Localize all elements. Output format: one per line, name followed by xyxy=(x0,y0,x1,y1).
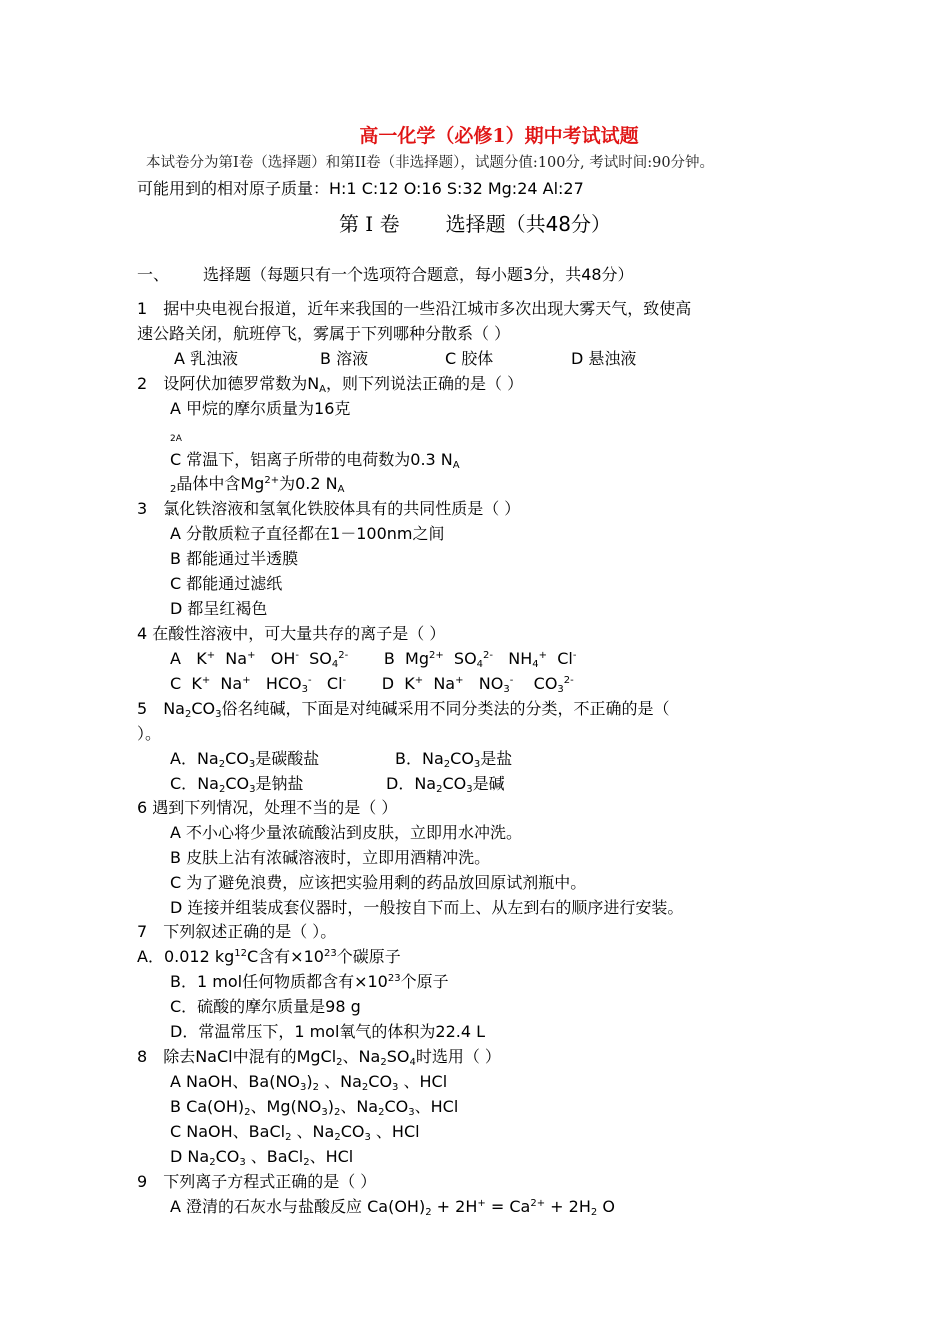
section-instruction-text: 选择题（每题只有一个选项符合题意，每小题3分，共48分） xyxy=(203,265,634,284)
equation-part: + 2H xyxy=(431,1197,478,1216)
option-c[interactable]: C．$Na_2CO_3$是钠盐 xyxy=(170,774,304,795)
ion-k: K xyxy=(196,649,207,668)
question-text: 俗名纯碱，下面是对纯碱采用不同分类法的分类，不正确的是（ xyxy=(221,699,670,718)
formula-co: CO xyxy=(225,774,250,793)
question-text: 下列叙述正确的是（ ）。 xyxy=(163,922,337,941)
option-label: A xyxy=(170,649,181,668)
option-a[interactable]: A 澄清的石灰水与盐酸反应 $Ca(OH)_2 + 2H^+ = Ca^{2+} + 2H_2$ O xyxy=(170,1197,615,1218)
question-text: 氯化铁溶液和氢氧化铁胶体具有的共同性质是（ ） xyxy=(163,499,521,518)
option-c[interactable]: C 为了避免浪费，应该把实验用剩的药品放回原试剂瓶中。 xyxy=(170,873,587,892)
option-text: B Ca(OH) xyxy=(170,1097,245,1116)
question-1-stem-cont: 速公路关闭，航班停飞，雾属于下列哪种分散系（ ） xyxy=(137,324,511,343)
formula-na: Na xyxy=(197,774,219,793)
option-d[interactable]: D $Na_2CO_3$ 、BaCl$_2$、HCl xyxy=(170,1147,354,1168)
question-5-options-cd xyxy=(170,772,505,796)
question-3-stem xyxy=(137,497,520,521)
ion-na: Na xyxy=(433,674,456,693)
question-number: 7 xyxy=(137,922,148,941)
ion-no3: NO xyxy=(478,674,504,693)
exam-intro: 本试卷分为第I卷（选择题）和第II卷（非选择题），试题分值:100分, 考试时间:90分钟。 xyxy=(146,155,715,171)
question-5-stem-cont: ）。 xyxy=(137,724,162,743)
formula-co: CO xyxy=(442,774,467,793)
formula-na: Na xyxy=(196,749,219,768)
option-d[interactable]: D．常温常压下，1 mol氧气的体积为22.4 L xyxy=(170,1022,486,1041)
ion-hco3: HCO xyxy=(265,674,302,693)
formula-na: Na xyxy=(421,749,444,768)
option-a[interactable]: A 乳浊液 xyxy=(174,349,239,368)
ion-cl: Cl xyxy=(557,649,573,668)
option-label: C xyxy=(170,674,182,693)
option-b[interactable]: B $Ca(OH)_2$、$Mg(NO_3)_2$、$Na_2CO_3$、HCl xyxy=(170,1097,459,1118)
question-number: 2 xyxy=(137,374,148,393)
option-text: 晶体中含Mg xyxy=(176,474,265,493)
ion-na: Na xyxy=(225,649,248,668)
option-label: A． xyxy=(170,749,197,768)
option-fragment xyxy=(170,472,344,496)
option-a[interactable]: A．$Na_2CO_3$是碳酸盐 xyxy=(170,749,320,770)
option-text: D Na xyxy=(170,1147,210,1166)
formula-na: Na xyxy=(163,699,185,718)
option-b[interactable]: B 溶液 xyxy=(320,349,369,368)
ion-co3: CO xyxy=(533,674,558,693)
option-label: B． xyxy=(395,749,422,768)
section-name: 选择题（共48分） xyxy=(445,212,612,236)
ion-oh: OH xyxy=(270,649,296,668)
formula-na: Na xyxy=(414,774,437,793)
question-text-mid2: SO xyxy=(386,1047,410,1066)
ion-cl: Cl xyxy=(326,674,343,693)
question-4-stem xyxy=(137,622,445,646)
question-text: 在酸性溶液中，可大量共存的离子是（ ） xyxy=(152,624,446,643)
ion-na: Na xyxy=(220,674,243,693)
atomic-masses: 可能用到的相对原子质量：H:1 C:12 O:16 S:32 Mg:24 Al:27 xyxy=(137,179,584,198)
option-text: 是钠盐 xyxy=(255,774,304,793)
superscript: 23 xyxy=(323,948,337,959)
subscript: A xyxy=(452,460,460,471)
question-number: 1 xyxy=(137,299,148,318)
superscript: 12 xyxy=(234,948,247,959)
option-text-tail: 个原子 xyxy=(400,972,449,991)
option-text: A 澄清的石灰水与盐酸反应 Ca(OH) xyxy=(170,1197,426,1216)
option-text-tail: 个碳原子 xyxy=(336,947,401,966)
option-b[interactable]: B 皮肤上沾有浓碱溶液时，立即用酒精冲洗。 xyxy=(170,848,491,867)
option-d[interactable]: D 都呈红褐色 xyxy=(170,599,268,618)
option-a[interactable]: A 不小心将少量浓硫酸沾到皮肤，立即用水冲洗。 xyxy=(170,823,523,842)
equation-part: O xyxy=(597,1197,615,1216)
option-c[interactable] xyxy=(170,448,460,472)
question-9-stem xyxy=(137,1170,376,1194)
superscript: 23 xyxy=(387,973,401,984)
option-text: C NaOH、BaCl xyxy=(170,1122,286,1141)
question-7-stem xyxy=(137,920,336,944)
page-title: 高一化学（必修1）期中考试试题 xyxy=(359,125,639,147)
ion-so4: SO xyxy=(309,649,332,668)
subscript: A xyxy=(319,384,327,395)
option-c[interactable]: C 胶体 xyxy=(445,349,494,368)
question-text: 遇到下列情况，处理不当的是（ ） xyxy=(152,798,398,817)
question-5-options-ab xyxy=(170,747,512,771)
question-text: 设阿伏加德罗常数为N xyxy=(163,374,320,393)
equation-part: + 2H xyxy=(545,1197,591,1216)
option-text: B．1 mol任何物质都含有×10 xyxy=(170,972,388,991)
question-text: 下列离子方程式正确的是（ ） xyxy=(163,1172,377,1191)
option-text: 是碳酸盐 xyxy=(255,749,320,768)
question-text: 除去NaCl中混有的MgCl xyxy=(163,1047,337,1066)
fragment-text: 2A xyxy=(170,434,182,444)
question-1-stem xyxy=(137,297,691,321)
question-number: 8 xyxy=(137,1047,148,1066)
question-number: 9 xyxy=(137,1172,148,1191)
ion-mg: Mg xyxy=(405,649,429,668)
equation-part: = Ca xyxy=(485,1197,531,1216)
option-b[interactable] xyxy=(170,970,449,994)
option-a[interactable]: A K+ Na+ OH- $SO_4^{2-}$ xyxy=(170,649,349,670)
option-a[interactable]: A 分散质粒子直径都在1－100nm之间 xyxy=(170,524,445,543)
option-text: 是盐 xyxy=(480,749,513,768)
question-number: 5 xyxy=(137,699,148,718)
option-c[interactable]: C．硫酸的摩尔质量是98 g xyxy=(170,997,361,1016)
section-part: 第 I 卷 xyxy=(338,212,400,236)
option-label: C． xyxy=(170,774,198,793)
option-label: B xyxy=(383,649,395,668)
option-b[interactable]: B 都能通过半透膜 xyxy=(170,549,299,568)
option-d[interactable]: D K+ Na+ $NO_3^-$ $CO_3^{2-}$ xyxy=(381,674,574,695)
formula-co: CO xyxy=(450,749,474,768)
ion-so4: SO xyxy=(453,649,477,668)
option-d[interactable]: D．$Na_2CO_3$是碱 xyxy=(386,774,505,795)
question-1-options xyxy=(174,347,636,371)
question-4-options-cd xyxy=(170,672,574,696)
option-text-mid: C含有×10 xyxy=(247,947,324,966)
section-instruction xyxy=(137,262,634,285)
section-number: 一、 xyxy=(137,265,170,284)
ion-nh4: NH xyxy=(508,649,533,668)
option-label: D xyxy=(381,674,395,693)
option-d[interactable]: D 悬浊液 xyxy=(571,349,637,368)
section-heading xyxy=(0,208,950,237)
subscript: 2 xyxy=(170,484,177,495)
option-label: D． xyxy=(386,774,415,793)
option-text: A．0.012 kg xyxy=(137,947,235,966)
ion-k: K xyxy=(404,674,415,693)
option-a[interactable]: A NaOH、$Ba(NO_3)_2$ 、$Na_2CO_3$ 、HCl xyxy=(170,1072,448,1093)
question-number: 4 xyxy=(137,624,148,643)
option-text: C 常温下，铝离子所带的电荷数为0.3 N xyxy=(170,450,453,469)
option-text: A NaOH、Ba(NO xyxy=(170,1072,301,1091)
question-number: 6 xyxy=(137,798,148,817)
option-a[interactable] xyxy=(137,945,401,969)
option-c[interactable]: C 都能通过滤纸 xyxy=(170,574,283,593)
option-a[interactable]: A 甲烷的摩尔质量为16克 xyxy=(170,399,351,418)
option-c[interactable]: C NaOH、BaCl$_2$ 、$Na_2CO_3$ 、HCl xyxy=(170,1122,420,1143)
question-text-mid: 、Na xyxy=(342,1047,381,1066)
question-4-options-ab xyxy=(170,647,576,671)
question-8-stem: 8 除去NaCl中混有的MgCl$_2$、$Na_2SO_4$时选用（ ） xyxy=(137,1047,501,1068)
ion-k: K xyxy=(191,674,202,693)
option-d[interactable]: D 连接并组装成套仪器时，一般按自下而上、从左到右的顺序进行安装。 xyxy=(170,898,684,917)
superscript: 2+ xyxy=(264,475,280,486)
subscript: A xyxy=(337,484,345,495)
question-text-tail: ，则下列说法正确的是（ ） xyxy=(326,374,524,393)
question-text: 据中央电视台报道，近年来我国的一些沿江城市多次出现大雾天气，致使高 xyxy=(163,299,692,318)
option-text-tail: 为0.2 N xyxy=(279,474,338,493)
question-5-stem: 5 $Na_2CO_3$俗名纯碱，下面是对纯碱采用不同分类法的分类，不正确的是（ xyxy=(137,699,670,720)
question-2-stem xyxy=(137,372,523,396)
formula-co: CO xyxy=(191,699,216,718)
option-text: 是碱 xyxy=(472,774,505,793)
option-c[interactable]: C K+ Na+ $HCO_3^-$ Cl- xyxy=(170,674,347,695)
question-text-tail: 时选用（ ） xyxy=(415,1047,501,1066)
question-number: 3 xyxy=(137,499,148,518)
option-b[interactable]: B $Mg^{2+}$ $SO_4^{2-}$ $NH_4^+$ Cl- xyxy=(383,649,577,670)
option-b[interactable]: B．$Na_2CO_3$是盐 xyxy=(395,749,513,770)
formula-co: CO xyxy=(225,749,249,768)
question-6-stem xyxy=(137,796,397,820)
